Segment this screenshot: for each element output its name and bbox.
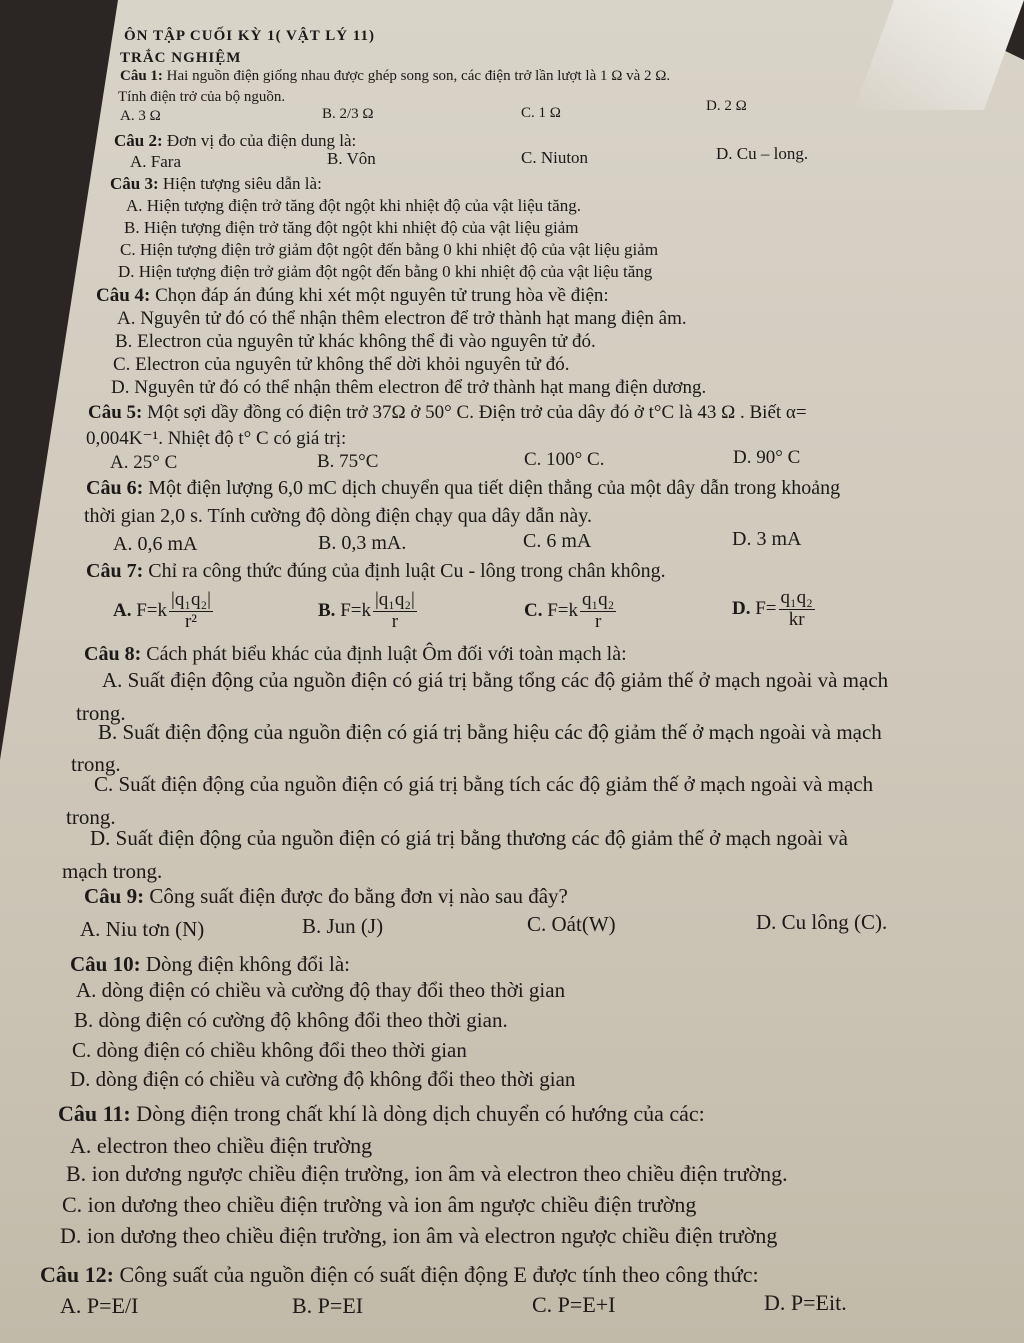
- q3-option-a: A. Hiện tượng điện trở tăng đột ngột khi nhiệt độ của vật liệu tăng.: [126, 196, 581, 215]
- question-11: Câu 11: Dòng điện trong chất khí là dòng dịch chuyển có hướng của các:: [58, 1101, 705, 1126]
- question-9: Câu 9: Công suất điện được đo bằng đơn vị nào sau đây?: [84, 884, 568, 908]
- question-1: Câu 1: Hai nguồn điện giống nhau được ghép song son, các điện trở lần lượt là 1 Ω và 2 Ω.: [120, 68, 671, 84]
- q7-option-b: B. F=k $\frac{\text{|q₁q₂|}}{r}$: [318, 589, 415, 632]
- section-title: TRẮC NGHIỆM: [120, 50, 242, 66]
- q3-option-c: C. Hiện tượng điện trở giảm đột ngột đến bằng 0 khi nhiệt độ của vật liệu giảm: [120, 240, 659, 259]
- q1-option-a: A. 3 Ω: [120, 108, 161, 124]
- q9-option-c: C. Oát(W): [527, 912, 616, 936]
- q10-option-d: D. dòng điện có chiều và cường độ không đổi theo thời gian: [70, 1067, 576, 1091]
- q8-option-c-cont: trong.: [66, 805, 116, 829]
- q8-option-b-cont: trong.: [71, 752, 121, 776]
- q2-option-b: B. Vôn: [327, 149, 376, 168]
- q5-option-c: C. 100° C.: [524, 449, 605, 470]
- q3-option-d: D. Hiện tượng điện trở giảm đột ngột đến bằng 0 khi nhiệt độ của vật liệu tăng: [118, 262, 653, 281]
- q12-option-a: A. P=E/I: [60, 1293, 139, 1318]
- q2-option-d: D. Cu – long.: [716, 144, 809, 163]
- question-5-line-2: 0,004K⁻¹. Nhiệt độ t° C có giá trị:: [86, 428, 347, 449]
- q9-option-d: D. Cu lông (C).: [756, 910, 888, 934]
- question-10: Câu 10: Dòng điện không đổi là:: [70, 952, 350, 976]
- question-12: Câu 12: Công suất của nguồn điện có suất điện động E được tính theo công thức:: [40, 1262, 759, 1287]
- q6-option-a: A. 0,6 mA: [113, 533, 198, 555]
- page-title: ÔN TẬP CUỐI KỲ 1( VẬT LÝ 11): [124, 28, 375, 44]
- q4-option-a: A. Nguyên tử đó có thể nhận thêm electron để trở thành hạt mang điện âm.: [117, 308, 687, 329]
- question-1-line-2: Tính điện trở của bộ nguồn.: [118, 89, 286, 105]
- q4-option-d: D. Nguyên tử đó có thể nhận thêm electron để trở thành hạt mang điện dương.: [111, 377, 707, 398]
- q11-option-c: C. ion dương theo chiều điện trường và ion âm ngược chiều điện trường: [62, 1192, 697, 1217]
- q7-option-a: A. F=k $\frac{\text{|q₁q₂|}}{\text{r²}}$: [113, 589, 211, 632]
- q7-option-c: C. F=k $\frac{\text{q₁q₂}}{r}$: [524, 589, 615, 632]
- q10-option-c: C. dòng điện có chiều không đổi theo thời gian: [72, 1038, 467, 1062]
- question-8: Câu 8: Cách phát biểu khác của định luật Ôm đối với toàn mạch là:: [84, 643, 627, 665]
- q1-option-c: C. 1 Ω: [521, 105, 561, 121]
- q3-option-b: B. Hiện tượng điện trở tăng đột ngột khi nhiệt độ của vật liệu giảm: [124, 218, 579, 237]
- q8-option-b: B. Suất điện động của nguồn điện có giá trị bằng hiệu các độ giảm thế ở mạch ngoài và mạch: [98, 720, 882, 744]
- q7-option-d: D. F= $\frac{\text{q₁q₂}}{kr}$: [732, 587, 813, 630]
- q8-option-d: D. Suất điện động của nguồn điện có giá trị bằng thương các độ giảm thế ở mạch ngoài và: [90, 826, 848, 850]
- q5-option-b: B. 75°C: [317, 451, 379, 472]
- question-6-line-2: thời gian 2,0 s. Tính cường độ dòng điện chạy qua dây dẫn này.: [84, 505, 593, 527]
- question-3: Câu 3: Hiện tượng siêu dẫn là:: [110, 174, 322, 193]
- question-2: Câu 2: Đơn vị đo của điện dung là:: [114, 131, 357, 150]
- q10-option-a: A. dòng điện có chiều và cường độ thay đổi theo thời gian: [76, 978, 566, 1002]
- q12-option-c: C. P=E+I: [532, 1292, 616, 1317]
- q1-option-b: B. 2/3 Ω: [322, 106, 374, 122]
- q1-option-d: D. 2 Ω: [706, 98, 747, 114]
- q11-option-a: A. electron theo chiều điện trường: [70, 1133, 373, 1158]
- question-5: Câu 5: Một sợi dầy đồng có điện trở 37Ω ở 50° C. Điện trở của dây đó ở t°C là 43 Ω . Biết α=: [88, 402, 807, 423]
- q2-option-a: A. Fara: [130, 152, 181, 171]
- question-4: Câu 4: Chọn đáp án đúng khi xét một nguyên tử trung hòa về điện:: [96, 285, 609, 306]
- q8-option-a-cont: trong.: [76, 701, 126, 725]
- q8-option-a: A. Suất điện động của nguồn điện có giá trị bằng tổng các độ giảm thế ở mạch ngoài và mạch: [102, 668, 889, 692]
- q2-option-c: C. Niuton: [521, 148, 589, 167]
- q8-option-d-cont: mạch trong.: [62, 859, 163, 883]
- q9-option-a: A. Niu tơn (N): [80, 917, 205, 941]
- q11-option-d: D. ion dương theo chiều điện trường, ion âm và electron ngược chiều điện trường: [60, 1223, 778, 1248]
- q12-option-b: B. P=EI: [292, 1293, 364, 1318]
- q8-option-c: C. Suất điện động của nguồn điện có giá trị bằng tích các độ giảm thế ở mạch ngoài và mạch: [94, 772, 874, 796]
- question-7: Câu 7: Chỉ ra công thức đúng của định luật Cu - lông trong chân không.: [86, 560, 666, 582]
- q11-option-b: B. ion dương ngược chiều điện trường, ion âm và electron theo chiều điện trường.: [66, 1161, 788, 1186]
- q4-option-b: B. Electron của nguyên tử khác không thể đi vào nguyên tử đó.: [115, 331, 596, 352]
- question-6: Câu 6: Một điện lượng 6,0 mC dịch chuyển qua tiết diện thẳng của một dây dẫn trong khoảng: [86, 477, 841, 499]
- q5-option-d: D. 90° C: [733, 447, 801, 468]
- q9-option-b: B. Jun (J): [302, 914, 384, 938]
- q10-option-b: B. dòng điện có cường độ không đổi theo thời gian.: [74, 1008, 508, 1032]
- q6-option-d: D. 3 mA: [732, 528, 802, 550]
- q6-option-b: B. 0,3 mA.: [318, 532, 407, 554]
- q5-option-a: A. 25° C: [110, 452, 178, 473]
- q4-option-c: C. Electron của nguyên tử không thể dời khỏi nguyên tử đó.: [113, 354, 570, 375]
- q6-option-c: C. 6 mA: [523, 530, 592, 552]
- q12-option-d: D. P=Eit.: [764, 1290, 847, 1315]
